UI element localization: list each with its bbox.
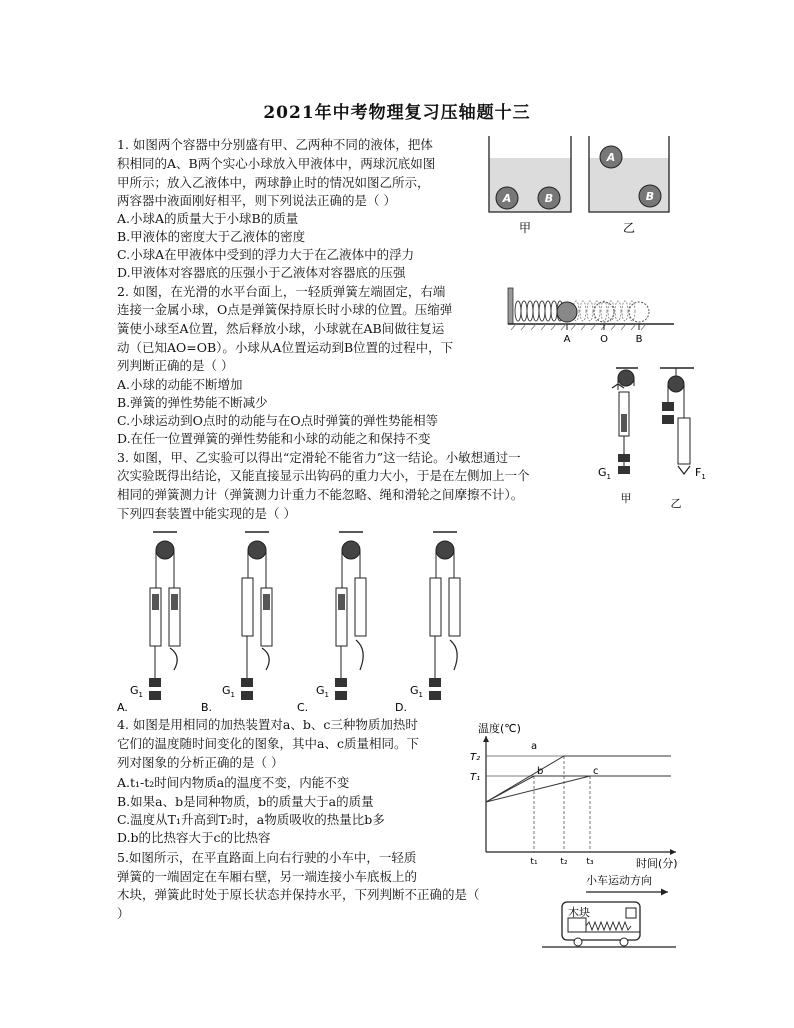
yi-f1-label: $F_1$ [695,466,706,481]
svg-text:C.: C. [297,701,309,714]
x-axis-arrow-icon [670,849,676,855]
q3-options-figure [115,528,475,714]
block-label: 木块 [568,906,590,919]
jia-pulley [618,370,634,386]
y-tick-label: T₂ [470,752,481,763]
q4-option-c: C.温度从T₁升高到T₂时，a物质吸收的热量比b多 [117,812,385,827]
yi-weight-1 [662,402,674,411]
wooden-block [568,918,586,932]
x-axis-label: 时间(分) [636,857,678,870]
jia-ball-b-label: B [544,192,554,205]
page-title: 2021年中考物理复习压轴题十三 [263,103,531,123]
yi-weight-2 [662,415,674,424]
svg-text:A.: A. [117,701,128,714]
q2-option-c: C.小球运动到O点时的动能与在O点时弹簧的弹性势能相等 [117,413,439,428]
q5-line-4: ） [117,906,130,921]
q3-option-d [395,532,460,714]
label-o: O [600,334,608,345]
svg-text:B.: B. [201,701,213,714]
yi-label: 乙 [670,497,682,510]
q2-line-4: 动（已知AO=OB）。小球从A位置运动到B位置的过程中，下 [117,340,454,355]
jia-label: 甲 [620,492,632,505]
q3-line-1: 3. 如图，甲、乙实验可以得出“定滑轮不能省力”这一结论。小敏想通过一 [117,450,521,465]
y-axis-arrow-icon [483,736,489,742]
yi-pulley [668,376,684,392]
q3-jia-yi-figure [598,362,713,514]
arrow-head-icon [661,889,668,896]
yi-ball-b-label: B [645,190,655,203]
q5-line-2: 弹簧的一端固定在车厢右壁，另一端连接小车底板上的 [117,869,418,884]
yi-spring-scale [678,418,690,464]
series-label-b: b [537,766,544,777]
q2-line-5: 列判断正确的是（ ） [117,358,234,373]
label-b: B [635,334,643,345]
q1-line-4: 两容器中液面刚好相平，则下列说法正确的是（ ） [117,193,396,208]
q2-line-1: 2. 如图，在光滑的水平台面上，一轻质弹簧左端固定，右端 [117,284,446,299]
q2-option-a: A.小球的动能不断增加 [117,377,243,392]
svg-text:D.: D. [395,701,407,714]
series-label-a: a [531,741,538,752]
q2-line-3: 簧使小球至A位置，然后释放小球，小球就在AB间做往复运 [117,321,445,336]
jia-weight-2 [618,466,630,474]
q2-option-b: B.弹簧的弹性势能不断减少 [117,395,268,410]
q5-line-1: 5.如图所示，在平直路面上向右行驶的小车中，一轻质 [117,850,417,865]
jia-ball-a-label: A [502,192,512,205]
spring [515,301,563,321]
q1-line-2: 积相同的A、B两个实心小球放入甲液体中，两球沉底如图 [117,156,436,171]
wall [508,288,513,324]
q2-option-d: D.在任一位置弹簧的弹性势能和小球的动能之和保持不变 [117,431,431,446]
direction-label: 小车运动方向 [586,874,652,887]
svg-text:G1: $G_1$ [316,684,329,699]
q4-line-2: 它们的温度随时间变化的图象，其中a、c质量相同。下 [117,736,419,751]
q2-spring-figure [506,284,676,346]
yi-label: 乙 [622,221,636,235]
q1-option-d: D.甲液体对容器底的压强小于乙液体对容器底的压强 [117,265,406,280]
q1-option-a: A.小球A的质量大于小球B的质量 [117,211,299,226]
y-axis-label: 温度(℃) [478,722,521,735]
q3-line-2: 次实验既得出结论，又能直接显示出钩码的重力大小，于是在左侧加上一个 [117,468,530,483]
q2-line-2: 连接一金属小球，O点是弹簧保持原长时小球的位置。压缩弹 [117,302,453,317]
y-tick-label: T₁ [470,772,481,783]
q1-line-1: 1. 如图两个容器中分别盛有甲、乙两种不同的液体，把体 [117,137,433,152]
wheel-right [620,938,628,946]
series-label-c: c [593,766,599,777]
yi-ball-a-label: A [606,151,616,164]
ball-at-o [594,302,614,322]
q3-line-4: 下列四套装置中能实现的是（ ） [117,506,296,521]
svg-text:G1: $G_1$ [410,684,423,699]
spring-extended [573,301,635,321]
svg-text:G1: $G_1$ [222,684,235,699]
q3-option-c [297,532,366,714]
yi-hand [678,466,690,474]
q5-cart-figure [540,872,680,952]
ball-at-a [557,302,577,322]
q4-line-1: 4. 如图是用相同的加热装置对a、b、c三种物质加热时 [117,717,418,732]
series-line-c [486,776,671,802]
q1-line-3: 甲所示；放入乙液体中，两球静止时的情况如图乙所示， [117,175,430,190]
q4-line-3: 列对图象的分析正确的是（ ） [117,755,284,770]
q4-option-b: B.如果a、b是同种物质，b的质量大于a的质量 [117,794,374,809]
q1-option-c: C.小球A在甲液体中受到的浮力大于在乙液体中的浮力 [117,247,415,262]
temperature-time-chart [466,716,686,872]
wheel-left [574,938,582,946]
q1-containers-figure [484,130,674,240]
svg-text:G1: $G_1$ [130,684,143,699]
jia-label: 甲 [518,221,532,235]
x-tick-label: t₂ [560,857,568,867]
jia-g1-label: $G_1$ [598,466,611,481]
label-a: A [563,334,571,345]
x-tick-label: t₁ [530,857,538,867]
q5-line-3: 木块，弹簧此时处于原长状态并保持水平，下列判断不正确的是（ [117,887,480,902]
q4-option-a: A.t₁-t₂时间内物质a的温度不变，内能不变 [117,775,350,790]
series-line-b [486,776,671,802]
jia-weight-1 [618,454,630,462]
q3-line-3: 相同的弹簧测力计（弹簧测力计重力不能忽略、绳和滑轮之间摩擦不计）。 [117,487,524,502]
q4-option-d: D.b的比热容大于c的比热容 [117,830,271,845]
q3-option-a [117,532,180,714]
x-tick-label: t₃ [586,857,594,867]
ball-at-b [629,302,649,322]
q3-option-b [201,532,272,714]
q1-option-b: B.甲液体的密度大于乙液体的密度 [117,229,306,244]
